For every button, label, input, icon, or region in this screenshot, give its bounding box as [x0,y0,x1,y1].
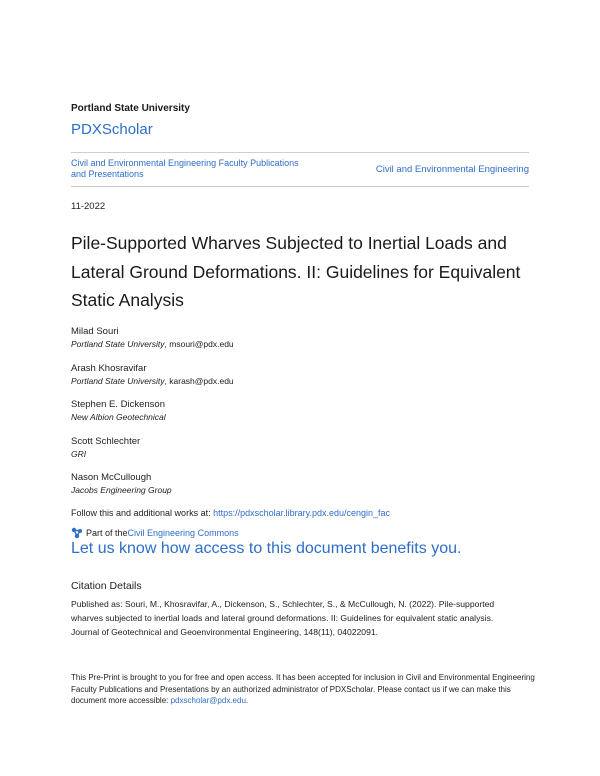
author-block [71,436,140,460]
commons-network-icon [71,527,83,539]
document-title: Pile-Supported Wharves Subjected to Inertial Loads and Lateral Ground Deformations. II: Guidelines for Equivalent Static Analysis [71,233,521,310]
author-affiliation: Portland State University, karash@pdx.edu [71,376,234,386]
access-feedback-link[interactable]: Let us know how access to this document benefits you. [71,540,462,557]
top-divider [71,152,529,153]
citation-heading: Citation Details [71,580,142,592]
author-name: Nason McCullough [71,472,152,483]
author-block [71,399,166,423]
author-block [71,472,172,496]
author-block [71,363,234,387]
citation-text: Published as: Souri, M., Khosravifar, A., Dickenson, S., Schlechter, S., & McCullough, N. (2022). Pile-supported wharves subjected to inertial loads and lateral ground deformations. II: Guidelines for equivalent static analysis. Journal of Geotechnical and Geoenvironmental Engineering, 148(11), 04022091. [71,599,495,637]
repository-link[interactable]: PDXScholar [71,121,153,138]
follow-line: Follow this and additional works at: https://pdxscholar.library.pdx.edu/cengin_fac [71,508,391,518]
author-affiliation: New Albion Geotechnical [71,412,166,422]
author-block [71,326,234,350]
bottom-divider [71,186,529,187]
author-affiliation: Portland State University, msouri@pdx.edu [71,339,234,349]
collection-link-department[interactable]: Civil and Environmental Engineering [375,164,529,175]
author-name: Scott Schlechter [71,436,141,447]
access-notice: This Pre-Print is brought to you for free and open access. It has been accepted for inclusion in Civil and Environmental Engineering Faculty Publications and Presentations by an authorized administrator of PDXScholar. Please contact us if we can make this document more accessible: pdxscholar@pdx.edu. [71,673,535,705]
publication-date: 11-2022 [71,201,106,212]
civil-engineering-commons-link[interactable]: Civil Engineering Commons [127,528,239,538]
contact-email-link[interactable]: pdxscholar@pdx.edu [170,696,246,705]
author-name: Milad Souri [71,326,119,337]
author-name: Arash Khosravifar [71,363,147,374]
author-affiliation: GRI [71,449,87,459]
follow-url-link[interactable]: https://pdxscholar.library.pdx.edu/cengin_fac [213,508,391,518]
author-affiliation: Jacobs Engineering Group [71,485,172,495]
institution-name: Portland State University [71,103,190,114]
author-name: Stephen E. Dickenson [71,399,166,410]
part-of-line: Part of the Civil Engineering Commons [71,527,239,539]
collection-link-faculty-publications[interactable]: Civil and Environmental Engineering Faculty Publications and Presentations [71,158,299,179]
